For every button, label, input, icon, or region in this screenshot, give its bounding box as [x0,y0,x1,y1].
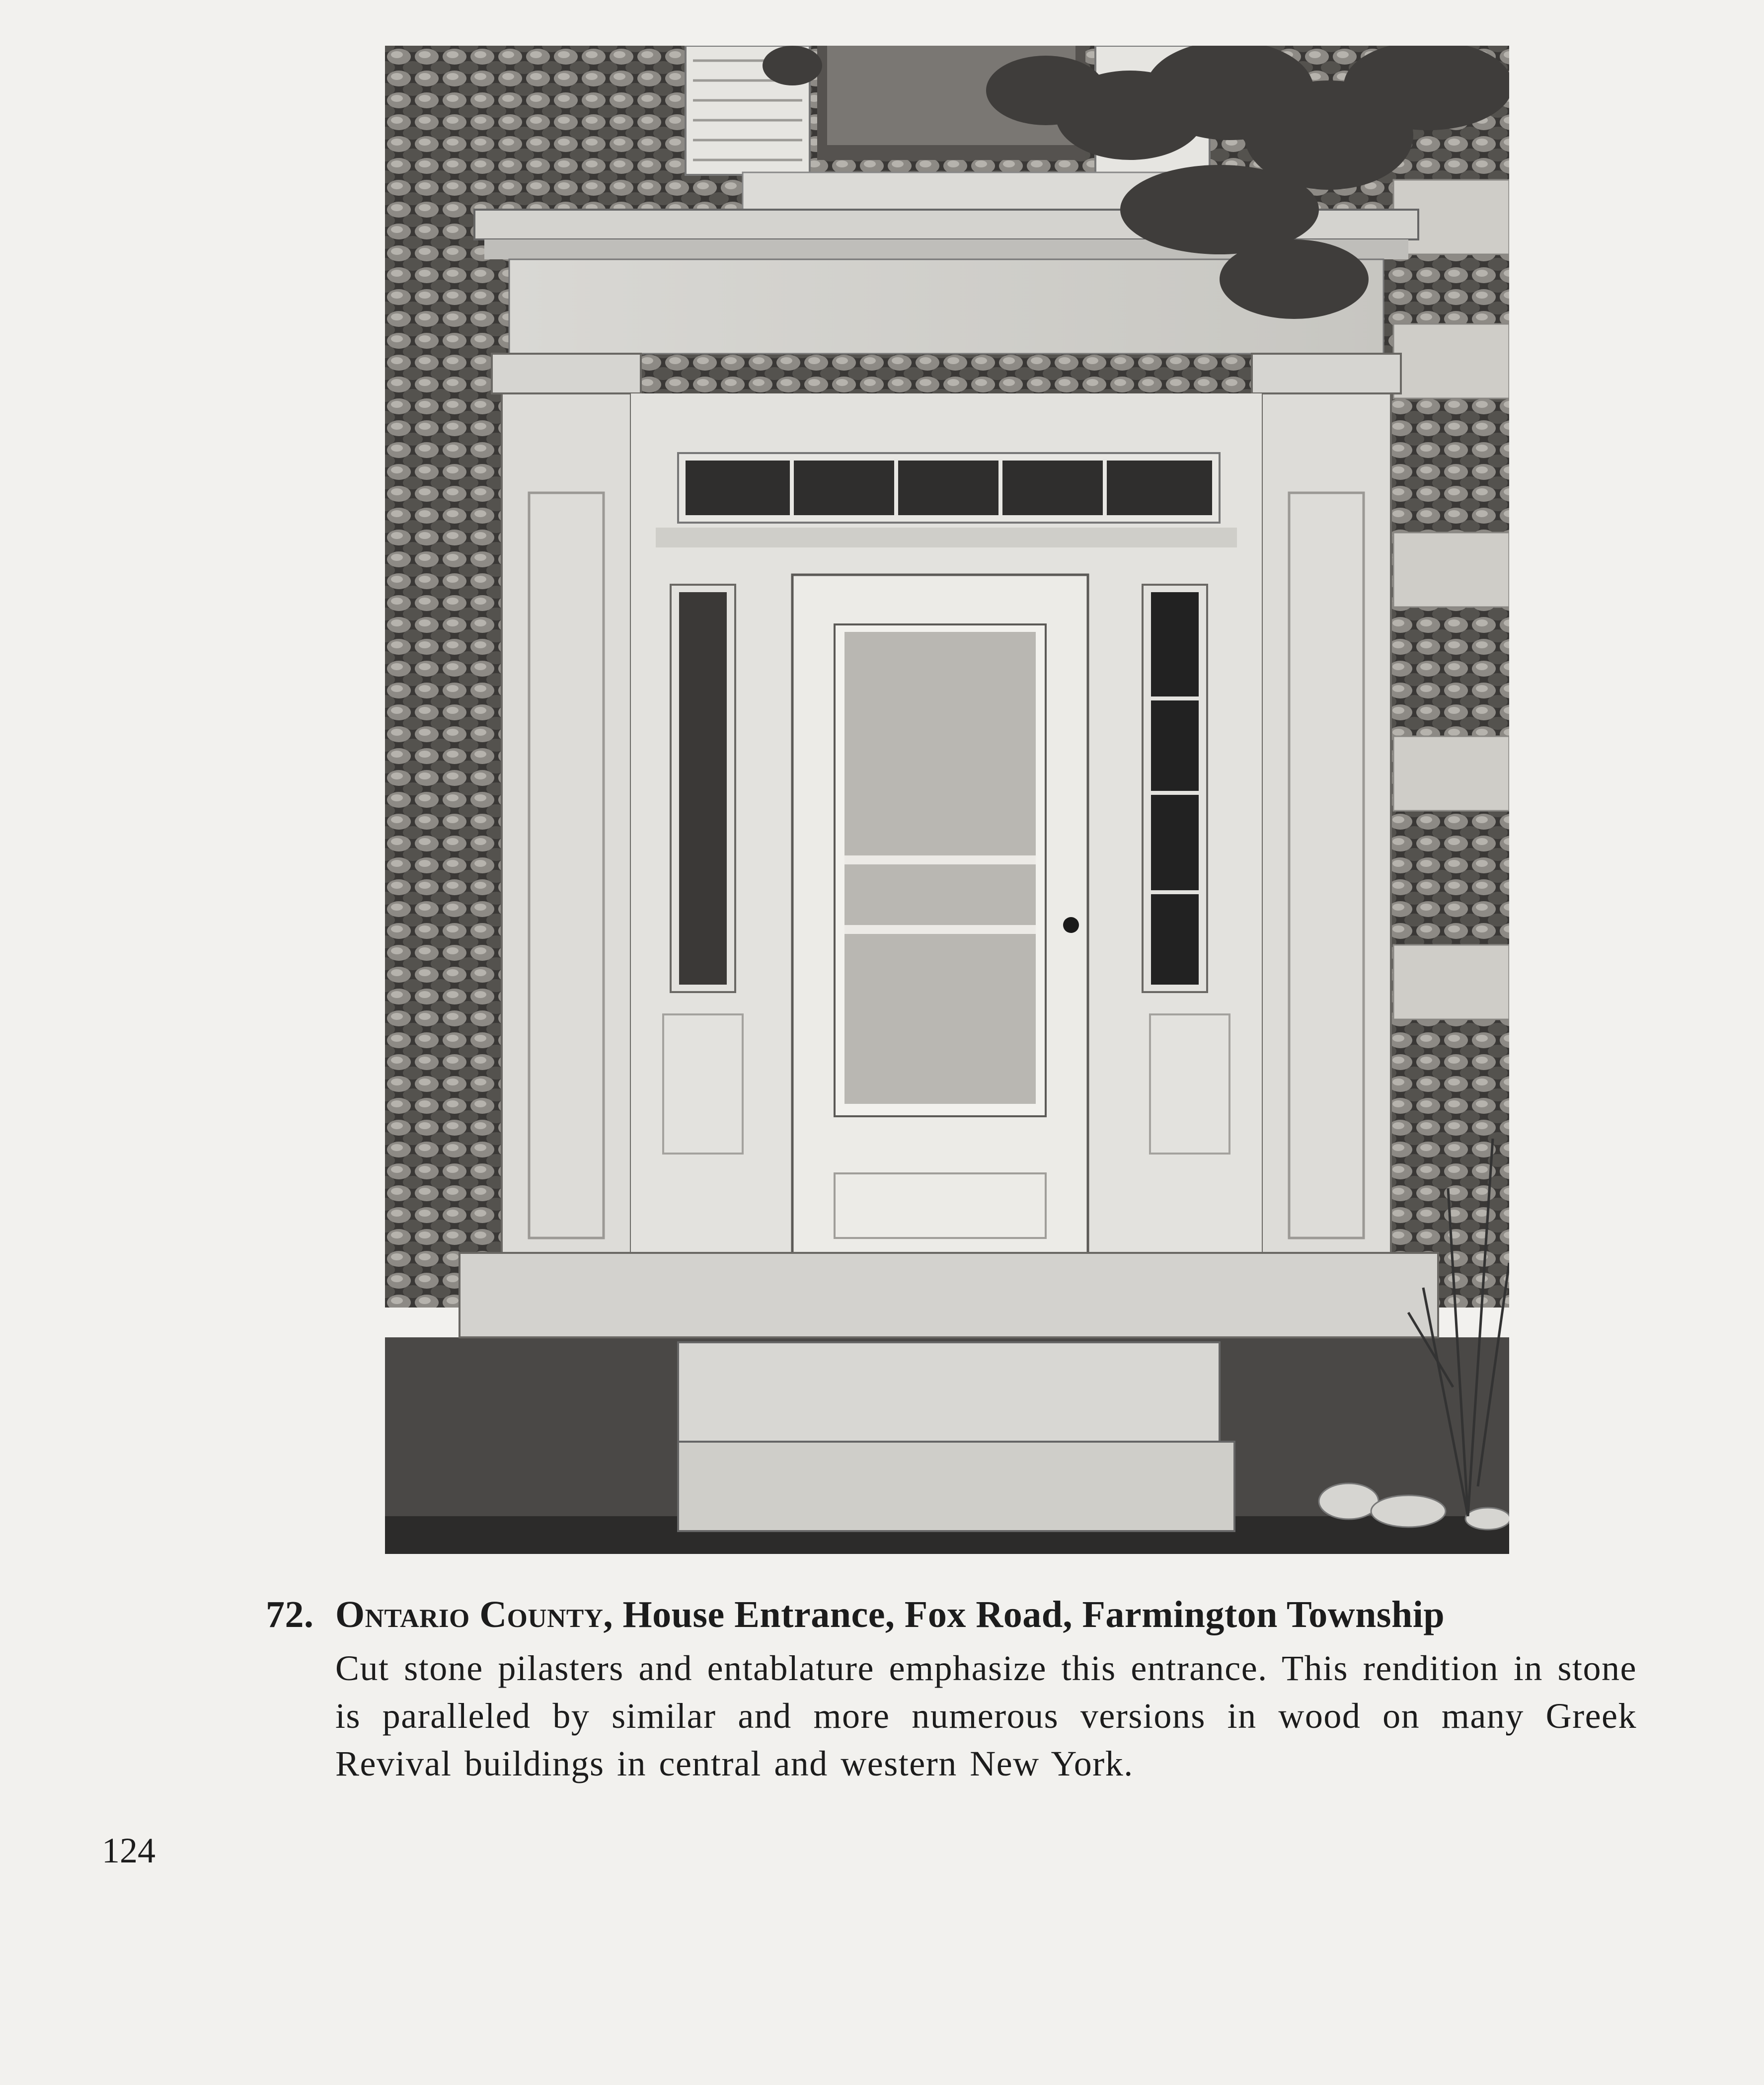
figure-caption [266,1590,1637,1787]
caption-title [266,1590,1637,1639]
figure-number: 72. [266,1594,314,1635]
door-knob [1063,917,1079,933]
transom-window [656,453,1237,547]
entrance-photograph [385,46,1509,1554]
caption-description: Cut stone pilasters and entablature emphasize this entrance. This rendition in stone is paralleled by similar and more numerous versions in wood on many Greek Revival buildings in central and western New York. [335,1648,1637,1783]
screen-door [792,575,1088,1300]
county-name: Ontario County, [335,1594,613,1635]
stone-sill [460,1253,1438,1337]
stone-steps [678,1342,1234,1531]
figure-title: House Entrance, Fox Road, Farmington Township [622,1594,1445,1635]
page-number: 124 [102,1831,155,1870]
